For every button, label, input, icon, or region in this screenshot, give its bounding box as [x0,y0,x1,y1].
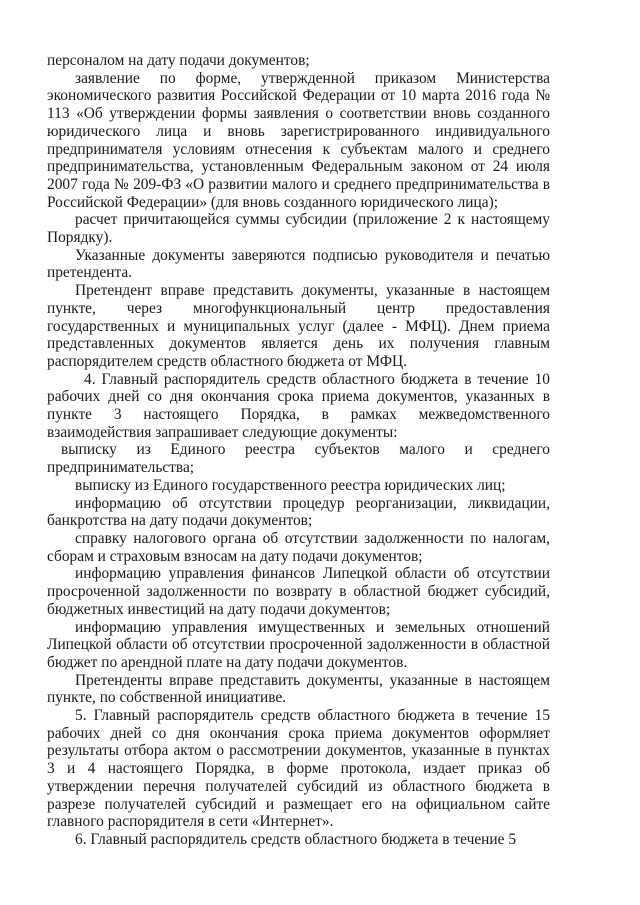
paragraph-own-initiative: Претенденты вправе представить документы, указанные в настоящем пункте, по собственной инициативе. [47,671,550,707]
paragraph-registry-extract: выписку из Единого реестра субъектов малого и среднего предпринимательства; [47,441,550,477]
paragraph-tax-certificate: справку налогового органа об отсутствии задолженности по налогам, сборам и страховым взносам на дату подачи документов; [47,529,550,565]
paragraph-documents-certified: Указанные документы заверяются подписью руководителя и печатью претендента. [47,246,550,282]
paragraph-application-form: заявление по форме, утвержденной приказом Министерства экономического развития Российской Федерации от 10 марта 2016 года № 113 «Об утверждении формы заявления о соответствии вновь созданного юридического лица и вновь зарегистрированного индивидуального предпринимателя условиям отнесения к субъектам малого и среднего предпринимательства, установленным Федеральным законом от 24 июля 2007 года № 209-ФЗ «О развитии малого и среднего предпринимательства в Российской Федерации» (для вновь созданного юридического лица); [47,69,550,211]
paragraph-staff-date: персоналом на дату подачи документов; [47,52,310,69]
paragraph-item-6: 6. Главный распорядитель средств областного бюджета в течение 5 [75,830,517,848]
paragraph-mfc-submission: Претендент вправе представить документы, указанные в настоящем пункте, через многофункциональный центр предоставления государственных и муниципальных услуг (далее - МФЦ). Днем приема представленных документов является день их получения главным распорядителем средств областного бюджета от МФЦ. [47,282,550,370]
paragraph-legal-entities-extract: выписку из Единого государственного реестра юридических лиц; [75,476,506,494]
paragraph-property-department-info: информацию управления имущественных и земельных отношений Липецкой области об отсутствии просроченной задолженности в областной бюджет по арендной плате на дату подачи документов. [47,618,550,671]
paragraph-finance-department-info: информацию управления финансов Липецкой области об отсутствии просроченной задолженности по возврату в областной бюджет субсидий, бюджетных инвестиций на дату подачи документов; [47,565,550,618]
paragraph-item-4: 4. Главный распорядитель средств областного бюджета в течение 10 рабочих дней со дня окончания срока приема документов, указанных в пункте 3 настоящего Порядка, в рамках межведомственного взаимодействия запрашивает следующие документы: [47,370,550,441]
paragraph-item-5: 5. Главный распорядитель средств областного бюджета в течение 15 рабочих дней со дня окончания срока приема документов оформляет результаты отбора актом о рассмотрении документов, указанные в пунктах 3 и 4 настоящего Порядка, в форме протокола, издает приказ об утверждении перечня получателей субсидий из областного бюджета в разрезе получателей субсидий и размещает его на официальном сайте главного распорядителя в сети «Интернет». [47,707,550,831]
paragraph-subsidy-calculation: расчет причитающейся суммы субсидии (приложение 2 к настоящему Порядку). [47,211,550,247]
document-body [47,52,550,849]
paragraph-no-reorganization: информацию об отсутствии процедур реорганизации, ликвидации, банкротства на дату подачи документов; [47,494,550,530]
